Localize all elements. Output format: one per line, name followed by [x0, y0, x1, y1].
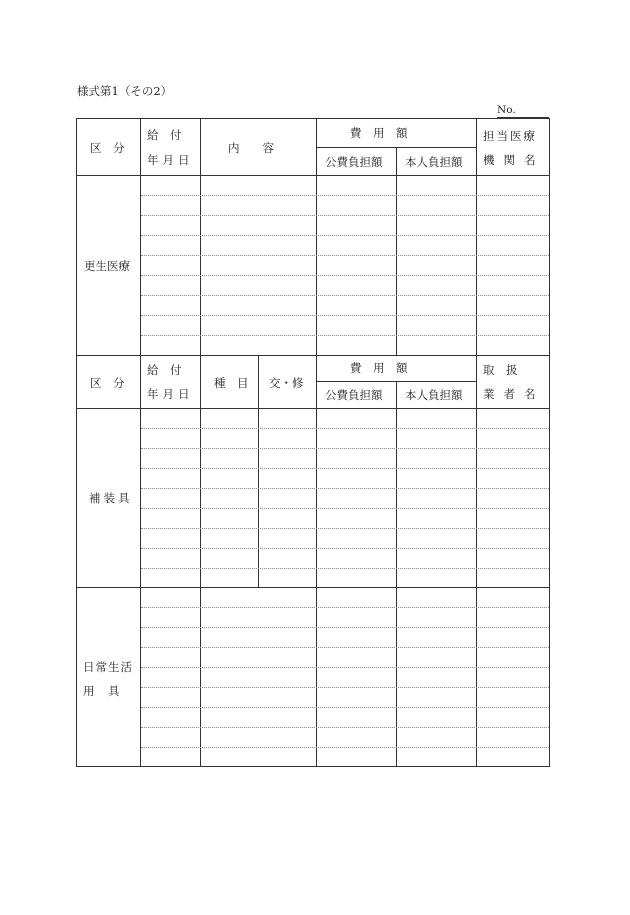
divider-section1 — [76, 355, 550, 356]
section-nichijou-line1: 日常生活 — [83, 660, 133, 674]
row-line — [141, 528, 549, 529]
table-border-top — [76, 118, 550, 119]
row-line — [141, 235, 549, 236]
row-line — [141, 508, 549, 509]
row-line — [141, 315, 549, 316]
header2-toriatsukai-line2: 業者名 — [483, 387, 545, 401]
table-border-bottom — [76, 766, 550, 767]
header1-kyufu-line1: 給 付 — [147, 128, 182, 142]
header1-honnin: 本人負担額 — [405, 155, 463, 169]
divider-section2 — [76, 587, 550, 588]
header1-tantou-line1: 担当医療 — [483, 129, 537, 143]
row-line — [141, 727, 549, 728]
header2-kouhi: 公費負担額 — [325, 388, 383, 402]
header1-naiyou: 内 容 — [228, 141, 274, 155]
header2-toriatsukai-line1: 取 扱 — [483, 363, 518, 377]
row-line — [141, 627, 549, 628]
col-line-kouhi2 — [396, 381, 397, 767]
row-line — [141, 255, 549, 256]
row-line — [141, 647, 549, 648]
divider-header1 — [76, 175, 550, 176]
row-line — [141, 448, 549, 449]
row-line — [141, 687, 549, 688]
col-line-shumoku — [258, 355, 259, 588]
row-line — [141, 275, 549, 276]
header2-kyufu-line1: 給 付 — [147, 363, 182, 377]
table-border-left — [76, 118, 77, 767]
header2-koushuu: 交・修 — [269, 376, 304, 390]
form-title: 様式第1（その2） — [77, 84, 173, 98]
row-line — [141, 747, 549, 748]
header2-kyufu-line2: 年月日 — [147, 387, 194, 401]
row-line — [141, 215, 549, 216]
header1-kyufu-line2: 年月日 — [147, 153, 194, 167]
row-line — [141, 335, 549, 336]
row-line — [141, 707, 549, 708]
number-label: No. — [497, 104, 549, 118]
row-line — [141, 667, 549, 668]
header1-tantou-line2: 機関名 — [483, 153, 545, 167]
col-line-kouhi — [396, 147, 397, 356]
header1-kouhi: 公費負担額 — [325, 155, 383, 169]
section-nichijou-line2: 用 具 — [83, 684, 121, 698]
header2-kubun: 区 分 — [90, 376, 125, 390]
table-border-right — [549, 118, 550, 767]
header2-honnin: 本人負担額 — [405, 388, 463, 402]
section-kousei-iryou: 更生医療 — [84, 259, 130, 273]
divider-header2 — [76, 408, 550, 409]
header1-kubun: 区 分 — [90, 141, 125, 155]
row-line — [141, 488, 549, 489]
row-line — [141, 428, 549, 429]
row-line — [141, 568, 549, 569]
section-hosougu: 補装具 — [89, 491, 133, 505]
header2-shumoku: 種 目 — [214, 376, 249, 390]
row-line — [141, 548, 549, 549]
header2-hiyou: 費 用 額 — [350, 361, 408, 375]
row-line — [141, 607, 549, 608]
row-line — [141, 295, 549, 296]
row-line — [141, 468, 549, 469]
header1-hiyou: 費 用 額 — [350, 126, 408, 140]
row-line — [141, 195, 549, 196]
